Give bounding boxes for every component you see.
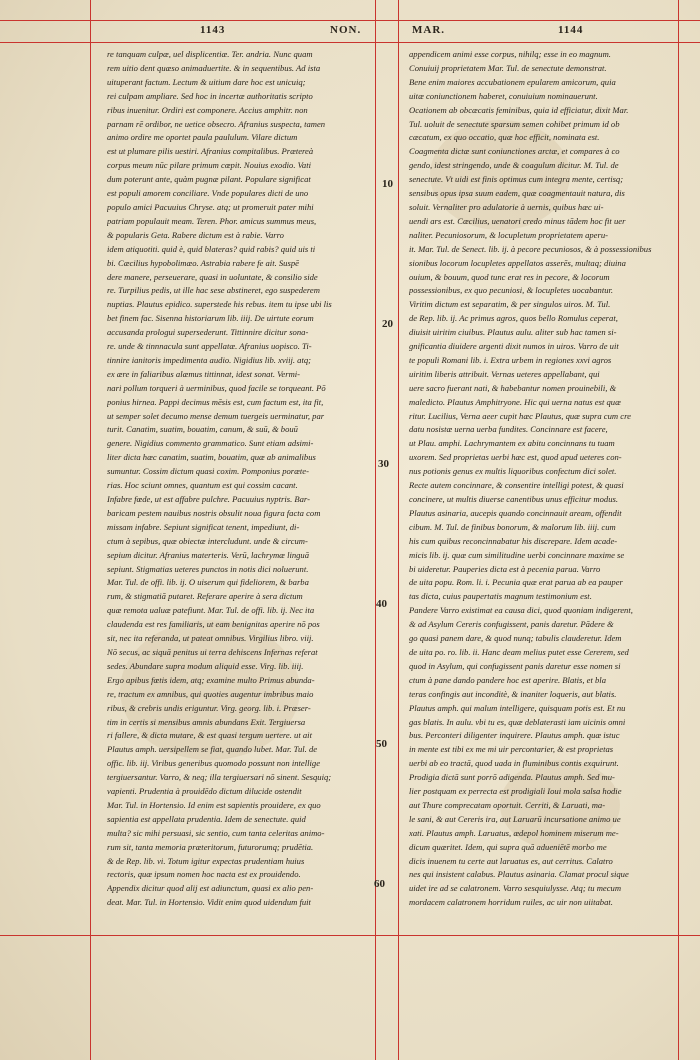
- text-line: dicum quæritet. Idem, qui supra quā adueniētē morbo me: [409, 841, 607, 852]
- center-rule-right: [398, 0, 399, 1060]
- text-line: sapientia est appellata prudentia. Idem de senectute. quid: [107, 813, 306, 824]
- text-line: maledicto. Plautus Amphitryone. Hic qui uerna natus est quæ: [409, 396, 621, 407]
- text-line: rectoris, quæ ipsum nomen hoc nacta est ex prouidendo.: [107, 869, 301, 880]
- text-line: quod in Asylum, qui confugissent panis daretur esse nomen si: [409, 660, 621, 671]
- text-line: dere manere, perseuerare, quasi in uoluntate, & consilio side: [107, 271, 318, 282]
- text-line: sit, nec ita referanda, ut pateat omnibus. Virgilius libro. viij.: [107, 633, 314, 644]
- text-line: rum, & stigmatiā putaret. Referare aperire à sera dictum: [107, 591, 303, 602]
- text-line: Mar. Tul. in Hortensio. Id enim est sapientis prouidere, ex quo: [107, 799, 321, 810]
- text-line: uidet ire ad se calatronem. Varro sesquiulysse. Atq; tu mecum: [409, 883, 622, 894]
- text-line: concinere, ut multis diuerse canentibus unus efficitur modus.: [409, 494, 619, 504]
- text-line: teras confingis aut inconditè, & inaniter loqueris, aut blatis.: [409, 688, 617, 699]
- header-rule: [0, 42, 700, 43]
- text-line: Coagmenta dictæ sunt coniunctiones arctæ, et compares à co: [409, 146, 620, 157]
- text-line: sumuntur. Cossim dictum quasi coxim. Pomponius poræte-: [107, 466, 309, 477]
- text-line: baricam pestem nauibus nostris obsulit noua figura facta com: [107, 507, 321, 518]
- right-margin-rule: [678, 0, 679, 1060]
- text-line: ri fallere, & dicta mutare, & est quasi tergum uertere. ut ait: [107, 730, 312, 741]
- text-line: uiritim liberis attribuit. Vernas ueteres appellabant, qui: [409, 368, 600, 379]
- text-line: tas dicta, cuius paupertatis magnum testimonium est.: [409, 591, 592, 602]
- text-line: nes qui insistent calabus. Plautus asinaria. Clamat procul sique: [409, 869, 629, 880]
- text-line: soluit. Vernaliter pro adulatorie à uernis, quibus hæc ui-: [409, 201, 604, 212]
- text-line: est ut plumare pilis uestiri. Afranius compitalibus. Prætereà: [107, 146, 314, 157]
- text-line: Viritim dictum est separatim, & per singulos uiros. M. Tul.: [409, 299, 611, 310]
- text-line: de Rep. lib. ij. Ac primus agros, quos bello Romulus ceperat,: [409, 313, 618, 324]
- text-line: it. Mar. Tul. de Senect. lib. ij. à pecore pecuniosos, & à possessionibus: [409, 243, 652, 254]
- text-line: ut semper solet decumo mense demum tuergeis uerminatur, par: [107, 410, 325, 421]
- text-line: cibum. M. Tul. de finibus bonorum, & malorum lib. iiij. cum: [409, 521, 616, 532]
- text-line: liter dicta hæc canatim, suatim, bouatim, quæ ab animalibus: [107, 452, 316, 463]
- line-number: 40: [376, 598, 387, 610]
- text-line: re. unde & tinnnacula sunt appellatæ. Afranius uopisco. Ti-: [107, 341, 312, 352]
- text-line: uitæ coniunctionem haberet, conuiuium nominauerunt.: [409, 90, 598, 101]
- text-line: diuisit uiritim ciuibus. Plautus aulu. aliter sub hac tamen si-: [409, 327, 617, 338]
- text-line: sedes. Abundare supra modum aliquid esse. Virg. lib. iiij.: [107, 660, 304, 671]
- text-line: ribus, & crebris undis eriguntur. Virg. georg. lib. i. Præser-: [107, 702, 311, 713]
- text-line: Nō secus, ac siquā penitus ui terra dehiscens Infernas referat: [107, 646, 318, 657]
- text-line: ctum à sepibus, quæ obiectæ intercludunt. unde & circum-: [107, 535, 308, 546]
- text-line: te populi Romani lib. i. Extra urbem in regiones xxvi agros: [409, 354, 612, 365]
- text-line: ponius hirnea. Pappi decimus mēsis est, cum factum est, ita fit,: [107, 396, 324, 407]
- text-line: Prodigia dictā sunt porrō adigenda. Plautus amph. Sed mu-: [409, 772, 615, 783]
- text-line: aut Thure comprecatam oportuit. Cerriti, & Laruati, ma-: [409, 799, 606, 810]
- text-line: idem atiquotiti. quid è, quid blateras? quid rabis? quid uis ti: [107, 243, 316, 254]
- text-line: sepium dicitur. Afranius materteris. Verū, lachrymæ linguā: [107, 549, 310, 560]
- text-line: micis lib. ij. quæ cum similitudine uerbi concinnare maxime se: [409, 549, 625, 560]
- text-line: de uita po. ro. lib. ii. Hanc deam melius putet esse Cererem, sed: [409, 646, 629, 657]
- text-line: Tul. uoluit de senectute sparsum semen cohibet primum id ob: [409, 118, 620, 129]
- text-line: nus potionis genus ex multis liquoribus confectum dici solet.: [409, 466, 617, 477]
- text-line: animo ordire me oportet paula paululum. Vilare dictum: [107, 132, 298, 143]
- text-line: go quasi panem dare, & quod nunq; tabulis clauderetur. Idem: [409, 633, 622, 644]
- text-line: claudenda est res familiaris, ut eam benignitas aperire nō pos: [107, 619, 320, 630]
- text-line: corpus meum nūc pilare primum cœpit. Nouius exodio. Vati: [107, 160, 312, 171]
- text-line: Appendix dicitur quod alij est adiunctum, quasi ex alio pen-: [107, 883, 314, 894]
- text-line: rem uitio dent quæso animaduertite. & in sequentibus. Ad ista: [107, 62, 321, 73]
- line-number: 50: [376, 738, 387, 750]
- text-line: gnificantia diuidere argenti dixit numos in uiros. Varro de uit: [409, 341, 619, 352]
- bottom-rule: [0, 935, 700, 936]
- text-line: turit. Canatim, suatim, bouatim, canum, & suū, & bouū: [107, 424, 298, 435]
- text-line: accusanda prologui supersederunt. Tittinnire dicitur sona-: [107, 327, 309, 338]
- text-line: xati. Plautus amph. Laruatus, ædepol hominem miserum me-: [409, 827, 619, 838]
- text-line: ouium, & bouum, quod tunc erat res in pecore, & locorum: [409, 271, 610, 282]
- text-line: uxorem. Sed proprietas uerbi hæc est, quod apud ueteres con-: [409, 452, 622, 463]
- text-line: ctum à pane dando pandere hoc est aperire. Blatis, et bla: [409, 674, 606, 685]
- text-line: appendicem animi esse corpus, nihilq; esse in eo magnum.: [409, 49, 611, 59]
- text-line: re, tractum ex amnibus, qui quoties augentur imbribus maio: [107, 688, 314, 699]
- text-line: bet finem fac. Sisenna historiarum lib. iiij. De uirtute eorum: [107, 313, 314, 324]
- text-line: ribus inuenitur. Ordiri est componere. Accius amphitr. non: [107, 104, 308, 115]
- text-line: dum poterunt ante, quàm pugnæ pilant. Populare significat: [107, 174, 311, 185]
- text-line: uendi ars est. Cæcilius, uenatori credo minus tādem hoc fit uer: [409, 215, 626, 226]
- text-line: datu nosistæ uerna uerba fundites. Concinnare est facere,: [409, 424, 608, 435]
- text-line: rei culpam ampliare. Sed hoc in incertæ authoritatis scripto: [107, 90, 313, 101]
- text-line: his cum quibus reconcinnabatur his discrepare. Idem acade-: [409, 535, 618, 546]
- text-line: in mente est tibi ex me mi uir percontarier, & est proprietas: [409, 744, 614, 755]
- text-line: Plautus amph. uersipellem se fiat, quando lubet. Mar. Tul. de: [107, 744, 318, 755]
- text-line: Mar. Tul. de offi. lib. ij. O uiserum qui fideliorem, & barba: [107, 577, 309, 588]
- text-line: Plautus asinaria, aucepis quando concinnauit aream, offendit: [409, 507, 622, 518]
- text-line: uituperant factum. Lectum & uitium dare hoc est unicuiq;: [107, 76, 306, 87]
- text-line: est populi amorem conciliare. Vnde populares dicti de uno: [107, 188, 309, 199]
- text-line: quæ remota ualuæ patefiunt. Mar. Tul. de offi. lib. ij. Nec ita: [107, 605, 315, 616]
- line-number: 10: [382, 178, 393, 190]
- left-running-title: NON.: [330, 24, 362, 36]
- right-running-title: MAR.: [412, 24, 446, 36]
- text-line: Ocationem ab obcæcatis feminibus, quia id efficiatur, dixit Mar.: [409, 104, 629, 115]
- text-line: rum sit, tanta memoria præteritorum, futurorumq; prudētia.: [107, 841, 314, 852]
- text-line: senectute. Vt uidi est finis optimus cum integra mente, certisq;: [409, 174, 624, 185]
- text-line: Plautus amph. qui malum intelligere, quisquam potis est. Et nu: [409, 702, 626, 713]
- text-line: populo amici Pacuuius Chryse. atq; ut promeruit pater mihi: [107, 201, 314, 212]
- text-line: ut Plau. amphi. Lachrymantem ex abitu concinnans tu tuam: [409, 438, 615, 449]
- text-line: vapienti. Prudentia à prouidēdo dictum dilucide ostendit: [107, 786, 302, 797]
- text-line: bus. Perconteri diligenter inquirere. Plautus amph. quæ istuc: [409, 730, 620, 741]
- text-line: genere. Nigidius commento grammatico. Sunt etiam adsimi-: [107, 438, 314, 449]
- text-line: uerbi ab eo tractā, quod uada in fluminibus contis exquirunt.: [409, 758, 619, 769]
- text-line: patriam populauit meam. Teren. Phor. amicus summus meus,: [107, 215, 317, 226]
- text-line: sensibus opus ipsa suum eadem, quæ coagmentauit natura, dis: [409, 188, 625, 199]
- text-line: de uita popu. Rom. li. i. Pecunia quæ erat parua ab ea pauper: [409, 577, 623, 588]
- text-line: possessionibus, ex quo pecuniosi, & locupletes uocabantur.: [409, 285, 614, 296]
- text-line: tim in certis si mensibus amnis abundans Exit. Tergiuersa: [107, 716, 306, 727]
- text-line: gendo, idest stringendo, unde & coagulum dicitur. M. Tul. de: [409, 160, 619, 171]
- text-line: sepiunt. Stigmatias ueteres punctos in notis dici noluerunt.: [107, 563, 309, 574]
- text-line: Bene enim maiores accubationem epularem amicorum, quia: [409, 76, 616, 87]
- text-line: nari pollum torqueri à uerminibus, quod facile se torqueant. Pō: [107, 382, 326, 393]
- left-margin-rule: [90, 0, 91, 1060]
- text-line: nuptias. Plautus epidico. superstede his rebus. item tu ipse ubi lis: [107, 299, 332, 310]
- text-line: tinnire ianitoris impedimenta audio. Nigidius lib. xviij. atq;: [107, 354, 312, 365]
- line-number: 30: [378, 458, 389, 470]
- text-line: rias. Hoc sciunt omnes, quantum est qui cossim cacant.: [107, 480, 298, 491]
- text-line: bi. Cæcilius hypobolimæo. Astrabia rabere fe ait. Suspē: [107, 257, 299, 268]
- right-column-number: 1144: [558, 24, 584, 36]
- text-line: parnam rē ordibor, ne uetice obsecro. Afranius suspecta, tamen: [107, 118, 326, 129]
- text-line: uere sacro fuerant nati, & habebantur nomen prouinebili, &: [409, 382, 617, 393]
- text-line: lier postquam ex perrecta est prodigiali Ioui mola salsa hodie: [409, 786, 622, 797]
- center-rule-left: [375, 0, 376, 1060]
- text-line: le sani, & aut Cereris ira, aut Laruarū incursatione animo ue: [409, 813, 621, 824]
- text-line: ex ære in faliaribus alæmus tittinnat, idest sonat. Vermi-: [107, 368, 301, 379]
- text-line: sionibus locorum locupletes appellatos asserēs, multaq; diuina: [409, 257, 626, 268]
- text-line: cæcatum, ex quo occatio, quæ hoc efficit, nominata est.: [409, 132, 600, 143]
- right-text-column: [409, 48, 666, 928]
- text-line: bi uideretur. Pauperies dicta est à pecenia parua. Varro: [409, 563, 601, 574]
- text-line: multa? sic mihi persuasi, sic sentio, cum tanta celeritas animo-: [107, 827, 325, 838]
- text-line: & popularis Geta. Rabere dictum est à rabie. Varro: [107, 229, 284, 240]
- text-line: naliter. Pecuniosorum, & locupletum proprietatem aperu-: [409, 229, 608, 240]
- text-line: missam infabre. Sepiunt significat tenent, impediunt, di-: [107, 521, 300, 532]
- line-number: 20: [382, 318, 393, 330]
- left-column-number: 1143: [200, 24, 226, 36]
- text-line: Recte autem concinnare, & consentire intelligi potest, & quasi: [409, 480, 624, 491]
- text-line: tergiuersantur. Varro, & neq; illa tergiuersari nō sinent. Sesquiq;: [107, 772, 332, 783]
- text-line: & de Rep. lib. vi. Totum igitur expectas prudentiam huius: [107, 855, 305, 866]
- text-line: gas blatis. In aulu. vbi tu es, quæ deblaterasti iam uicinis omni: [409, 716, 626, 727]
- text-line: deat. Mar. Tul. in Hortensio. Vidit enim quod uidendum fuit: [107, 897, 311, 908]
- text-line: Conuiuij proprietatem Mar. Tul. de senectute demonstrat.: [409, 62, 607, 73]
- left-text-column: [107, 48, 364, 928]
- text-line: Infabre fœde, ut est affabre pulchre. Pacuuius nyptris. Bar-: [107, 494, 310, 504]
- text-line: ritur. Lucilius, Verna aeer cupit hæc Plautus, quæ supra cum cre: [409, 410, 631, 421]
- text-line: Pandere Varro existimat ea causa dici, quod quoniam indigerent,: [409, 605, 633, 616]
- text-line: & ad Asylum Cereris confugissent, panis daretur. Pādere &: [409, 619, 614, 630]
- text-line: dicis inuenem tu certe aut laruatus es, aut cerritus. Calatro: [409, 855, 613, 866]
- text-line: Ergo apibus fœtis idem, atq; examine multo Primus abunda-: [107, 674, 315, 685]
- text-line: offic. lib. iij. Viribus generibus quomodo possunt non intellige: [107, 758, 321, 769]
- text-line: re. Turpilius pedis, ut ille hac sese abstineret, ego suspederem: [107, 285, 320, 296]
- line-number: 60: [374, 878, 385, 890]
- text-line: re tanquam culpæ, uel displicentiæ. Ter. andria. Nunc quam: [107, 49, 313, 59]
- top-rule: [0, 20, 700, 21]
- text-line: mordacem calatronem horridum ruiles, ac uir non uiitabat.: [409, 897, 613, 908]
